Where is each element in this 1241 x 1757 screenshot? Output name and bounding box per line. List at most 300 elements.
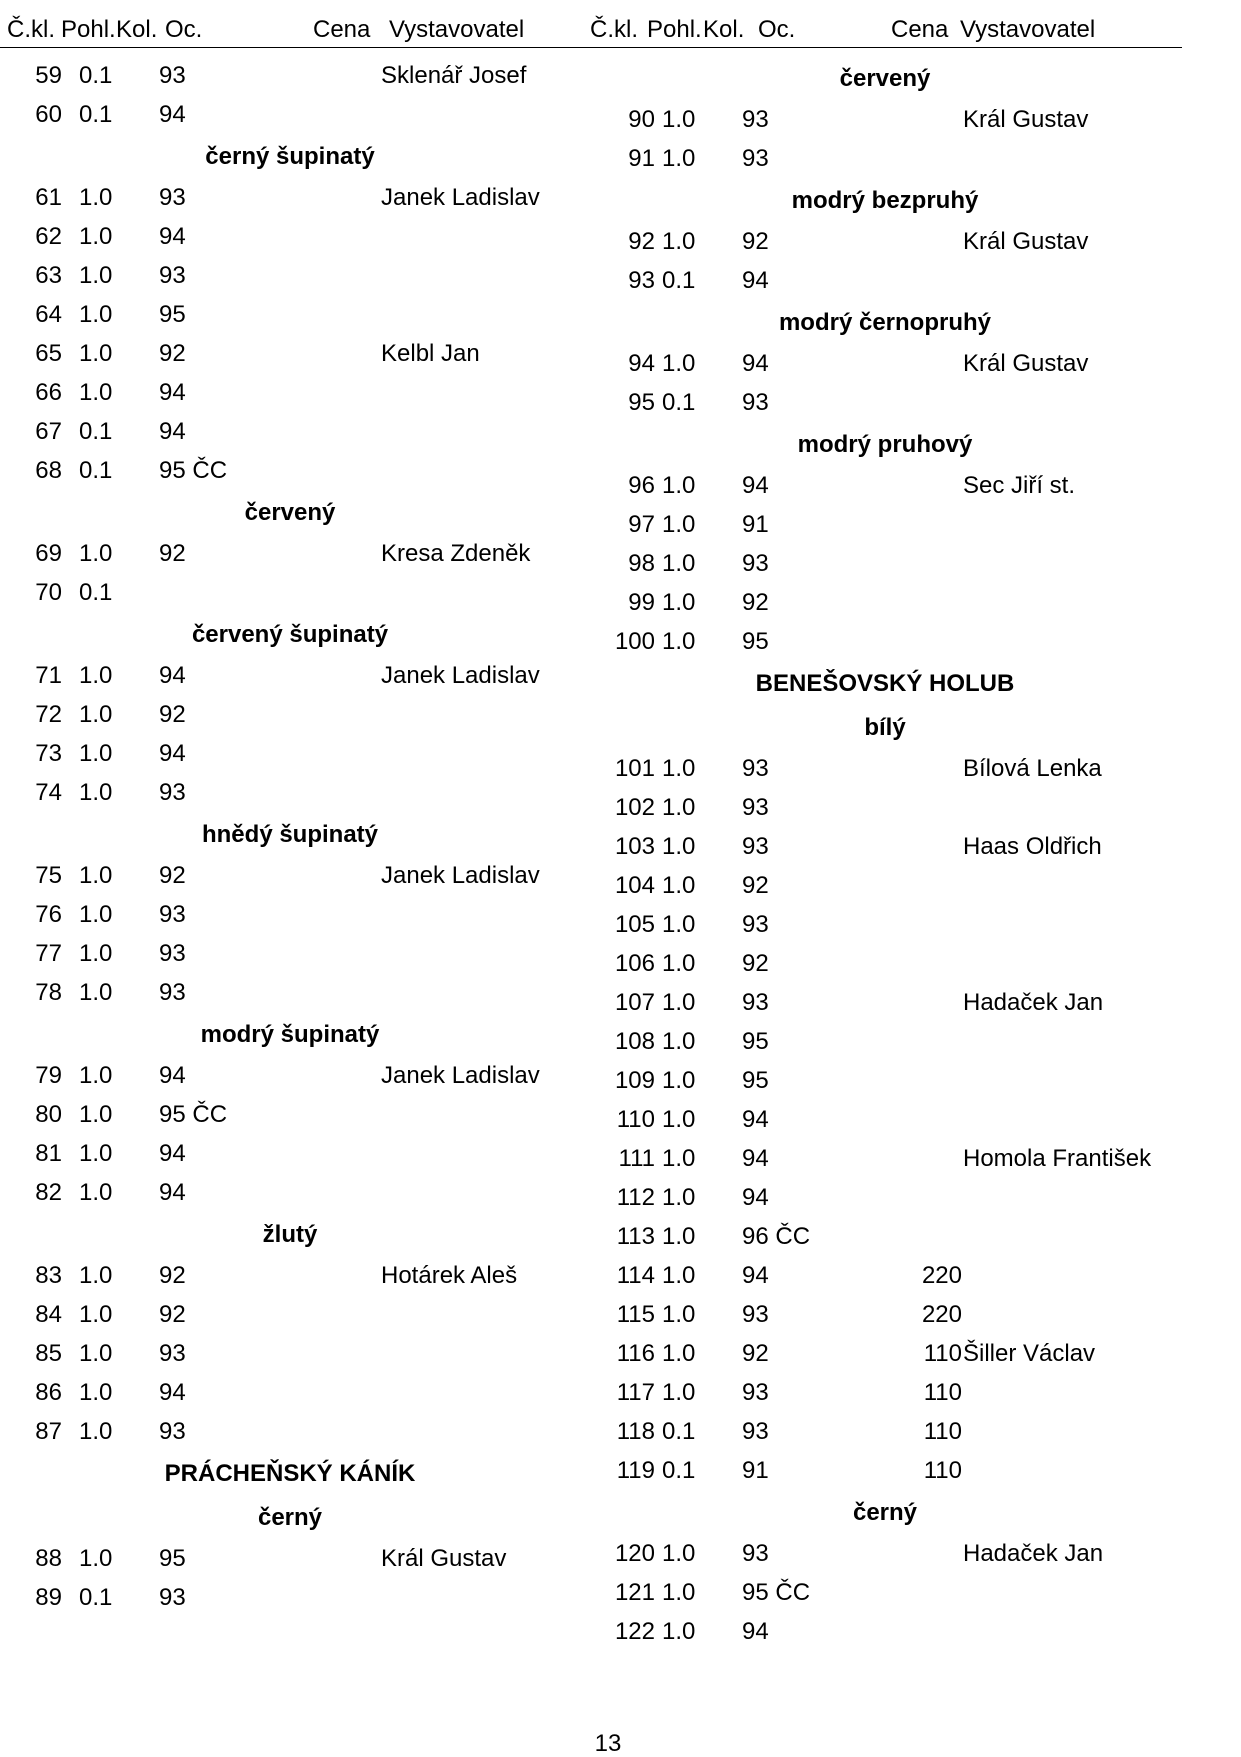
table-row xyxy=(590,1335,1190,1374)
entry-number: 115 xyxy=(616,1301,655,1328)
entry-sex: 1.0 xyxy=(662,755,696,782)
entry-sex: 1.0 xyxy=(662,589,696,616)
entry-number: 102 xyxy=(614,794,655,821)
section-heading-label: červený xyxy=(244,499,336,526)
entry-number: 108 xyxy=(614,1028,655,1055)
entry-exhibitor: Kresa Zdeněk xyxy=(381,540,531,567)
entry-price: 110 xyxy=(923,1340,962,1367)
section-heading xyxy=(0,135,580,179)
entry-sex: 0.1 xyxy=(662,389,696,416)
entry-score: 93 xyxy=(159,62,186,89)
entry-sex: 1.0 xyxy=(662,911,696,938)
entry-sex: 1.0 xyxy=(662,1379,696,1406)
table-row xyxy=(0,1096,590,1135)
section-heading xyxy=(590,301,1180,345)
entry-sex: 1.0 xyxy=(79,1062,113,1089)
entry-number: 107 xyxy=(614,989,655,1016)
entry-score: 92 xyxy=(159,701,186,728)
section-heading-label: modrý šupinatý xyxy=(200,1021,380,1048)
entry-sex: 1.0 xyxy=(662,1223,696,1250)
entry-score: 92 xyxy=(159,862,186,889)
table-row xyxy=(590,750,1190,789)
table-row xyxy=(590,1179,1190,1218)
entry-score: 93 xyxy=(742,1301,769,1328)
entry-number: 92 xyxy=(628,228,655,255)
entry-number: 68 xyxy=(35,457,62,484)
entry-number: 106 xyxy=(614,950,655,977)
table-row xyxy=(0,335,590,374)
section-heading xyxy=(590,1491,1180,1535)
entry-sex: 1.0 xyxy=(662,628,696,655)
section-heading-label: BENEŠOVSKÝ HOLUB xyxy=(755,670,1015,697)
entry-exhibitor: Král Gustav xyxy=(963,228,1089,255)
entry-score: 94 xyxy=(742,1262,769,1289)
entry-score: 93 xyxy=(742,794,769,821)
entry-sex: 0.1 xyxy=(79,579,113,606)
table-row xyxy=(0,574,590,613)
entry-score: 92 xyxy=(742,950,769,977)
table-row xyxy=(590,1062,1190,1101)
entry-number: 93 xyxy=(628,267,655,294)
entry-sex: 1.0 xyxy=(662,1301,696,1328)
entry-score: 93 xyxy=(742,389,769,416)
entry-sex: 0.1 xyxy=(79,418,113,445)
entry-score: 92 xyxy=(742,228,769,255)
entry-number: 120 xyxy=(614,1540,655,1567)
section-heading-label: černý xyxy=(257,1504,323,1531)
entry-sex: 1.0 xyxy=(662,1145,696,1172)
entry-score: 93 xyxy=(742,1379,769,1406)
entry-sex: 1.0 xyxy=(79,223,113,250)
table-row xyxy=(590,1218,1190,1257)
entry-number: 84 xyxy=(35,1301,62,1328)
header-exhibitor: Vystavovatel xyxy=(960,16,1096,43)
entry-sex: 1.0 xyxy=(662,511,696,538)
entry-number: 109 xyxy=(614,1067,655,1094)
table-row xyxy=(590,467,1190,506)
table-row xyxy=(590,545,1190,584)
table-row xyxy=(0,974,590,1013)
entry-score: 92 xyxy=(159,1262,186,1289)
entry-sex: 1.0 xyxy=(662,1579,696,1606)
section-heading-label: černý šupinatý xyxy=(205,143,375,170)
entry-sex: 1.0 xyxy=(662,1262,696,1289)
table-row xyxy=(0,452,590,491)
table-row xyxy=(590,1296,1190,1335)
section-heading xyxy=(0,1452,580,1496)
entry-number: 65 xyxy=(35,340,62,367)
entry-number: 73 xyxy=(35,740,62,767)
entry-exhibitor: Haas Oldřich xyxy=(963,833,1102,860)
entry-price: 110 xyxy=(923,1457,962,1484)
entry-score: 93 xyxy=(742,1540,769,1567)
entry-exhibitor: Janek Ladislav xyxy=(381,184,540,211)
entry-score: 93 xyxy=(159,901,186,928)
table-row xyxy=(590,223,1190,262)
entry-number: 91 xyxy=(628,145,655,172)
table-row xyxy=(590,140,1190,179)
entry-exhibitor: Hotárek Aleš xyxy=(381,1262,518,1289)
entry-number: 75 xyxy=(35,862,62,889)
entry-number: 90 xyxy=(628,106,655,133)
entry-exhibitor: Kelbl Jan xyxy=(381,340,480,367)
entry-sex: 1.0 xyxy=(79,340,113,367)
header-ring: Kol. xyxy=(703,16,745,43)
entry-score: 93 xyxy=(742,106,769,133)
entry-score: 93 xyxy=(159,979,186,1006)
entry-sex: 1.0 xyxy=(79,1379,113,1406)
table-row xyxy=(0,1335,590,1374)
entry-number: 72 xyxy=(35,701,62,728)
table-row xyxy=(590,1257,1190,1296)
entry-number: 61 xyxy=(35,184,62,211)
entry-score: 94 xyxy=(159,1140,186,1167)
entry-number: 105 xyxy=(614,911,655,938)
entry-sex: 1.0 xyxy=(79,1140,113,1167)
entry-score: 94 xyxy=(742,267,769,294)
entry-exhibitor: Janek Ladislav xyxy=(381,1062,540,1089)
section-heading xyxy=(0,491,580,535)
table-row xyxy=(590,384,1190,423)
table-row xyxy=(0,296,590,335)
entry-sex: 0.1 xyxy=(662,1418,696,1445)
entry-exhibitor: Král Gustav xyxy=(963,350,1089,377)
table-row xyxy=(0,257,590,296)
section-heading-label: hnědý šupinatý xyxy=(201,821,379,848)
entry-sex: 1.0 xyxy=(79,901,113,928)
entry-number: 111 xyxy=(618,1145,655,1172)
page-number: 13 xyxy=(594,1730,622,1757)
table-row xyxy=(0,179,590,218)
entry-number: 74 xyxy=(35,779,62,806)
entry-score: 94 xyxy=(159,662,186,689)
header-ring: Kol. xyxy=(116,16,158,43)
entry-score: 92 xyxy=(159,540,186,567)
header-score: Oc. xyxy=(165,16,203,43)
entry-score: 93 xyxy=(159,262,186,289)
table-row xyxy=(590,867,1190,906)
entry-score: 94 xyxy=(742,472,769,499)
header-number: Č.kl. xyxy=(590,16,638,43)
table-row xyxy=(590,506,1190,545)
entry-sex: 0.1 xyxy=(662,267,696,294)
table-row xyxy=(0,1057,590,1096)
section-heading xyxy=(0,1013,580,1057)
section-heading xyxy=(590,706,1180,750)
entry-exhibitor: Janek Ladislav xyxy=(381,662,540,689)
section-heading xyxy=(0,613,580,657)
entry-number: 95 xyxy=(628,389,655,416)
entry-sex: 1.0 xyxy=(662,1067,696,1094)
entry-sex: 1.0 xyxy=(79,184,113,211)
table-header xyxy=(0,0,1241,48)
entry-sex: 0.1 xyxy=(79,62,113,89)
entry-score: 93 xyxy=(159,1418,186,1445)
table-row xyxy=(0,1413,590,1452)
entry-number: 110 xyxy=(616,1106,655,1133)
entry-sex: 1.0 xyxy=(662,350,696,377)
entry-number: 89 xyxy=(35,1584,62,1611)
entry-sex: 1.0 xyxy=(79,379,113,406)
entry-number: 100 xyxy=(614,628,655,655)
header-sex: Pohl. xyxy=(61,16,116,43)
entry-number: 76 xyxy=(35,901,62,928)
table-row xyxy=(590,1613,1190,1652)
entry-sex: 0.1 xyxy=(662,1457,696,1484)
entry-score: 94 xyxy=(742,1145,769,1172)
table-row xyxy=(0,535,590,574)
entry-number: 101 xyxy=(614,755,655,782)
entry-exhibitor: Janek Ladislav xyxy=(381,862,540,889)
entry-number: 86 xyxy=(35,1379,62,1406)
entry-score: 93 xyxy=(742,550,769,577)
entry-sex: 1.0 xyxy=(79,262,113,289)
entry-score: 95 ČC xyxy=(159,457,228,484)
entry-sex: 1.0 xyxy=(79,1301,113,1328)
entry-sex: 1.0 xyxy=(79,701,113,728)
section-heading-label: bílý xyxy=(864,714,906,741)
section-heading xyxy=(590,662,1180,706)
table-row xyxy=(590,1574,1190,1613)
table-row xyxy=(590,623,1190,662)
entry-exhibitor: Sec Jiří st. xyxy=(963,472,1076,499)
table-row xyxy=(0,657,590,696)
section-heading xyxy=(0,813,580,857)
table-row xyxy=(590,345,1190,384)
table-row xyxy=(590,101,1190,140)
entry-sex: 0.1 xyxy=(79,1584,113,1611)
entry-sex: 1.0 xyxy=(79,740,113,767)
section-heading-label: červený xyxy=(839,65,931,92)
entry-number: 78 xyxy=(35,979,62,1006)
entry-number: 114 xyxy=(616,1262,655,1289)
section-heading xyxy=(590,179,1180,223)
table-row xyxy=(0,374,590,413)
header-sex: Pohl. xyxy=(647,16,702,43)
entry-sex: 0.1 xyxy=(79,101,113,128)
entry-exhibitor: Sklenář Josef xyxy=(381,62,527,89)
entry-score: 95 xyxy=(742,1067,769,1094)
table-row xyxy=(590,906,1190,945)
entry-exhibitor: Král Gustav xyxy=(963,106,1089,133)
entry-number: 121 xyxy=(614,1579,655,1606)
entry-score: 94 xyxy=(159,101,186,128)
table-row xyxy=(590,984,1190,1023)
entry-score: 94 xyxy=(159,1379,186,1406)
table-row xyxy=(590,1413,1190,1452)
header-score: Oc. xyxy=(758,16,796,43)
entry-score: 93 xyxy=(742,833,769,860)
entry-number: 77 xyxy=(35,940,62,967)
entry-sex: 1.0 xyxy=(79,940,113,967)
entry-sex: 0.1 xyxy=(79,457,113,484)
entry-sex: 1.0 xyxy=(79,779,113,806)
entry-sex: 1.0 xyxy=(662,106,696,133)
entry-sex: 1.0 xyxy=(662,1184,696,1211)
entry-sex: 1.0 xyxy=(79,862,113,889)
entry-exhibitor: Hadaček Jan xyxy=(963,989,1104,1016)
entry-number: 118 xyxy=(616,1418,655,1445)
header-divider xyxy=(0,47,1182,48)
table-row xyxy=(590,584,1190,623)
table-row xyxy=(0,1257,590,1296)
entry-score: 95 xyxy=(159,1545,186,1572)
entry-number: 64 xyxy=(35,301,62,328)
entry-score: 93 xyxy=(742,1418,769,1445)
entry-sex: 1.0 xyxy=(662,1618,696,1645)
table-row xyxy=(590,1452,1190,1491)
entry-score: 91 xyxy=(742,1457,769,1484)
entry-score: 93 xyxy=(742,145,769,172)
entry-sex: 1.0 xyxy=(79,540,113,567)
table-row xyxy=(0,1174,590,1213)
entry-number: 103 xyxy=(614,833,655,860)
entry-sex: 1.0 xyxy=(79,301,113,328)
header-number: Č.kl. xyxy=(7,16,55,43)
entry-sex: 1.0 xyxy=(662,872,696,899)
entry-number: 63 xyxy=(35,262,62,289)
table-row xyxy=(0,413,590,452)
entry-number: 104 xyxy=(614,872,655,899)
entry-score: 92 xyxy=(159,1301,186,1328)
section-heading-label: červený šupinatý xyxy=(191,621,389,648)
entry-number: 117 xyxy=(616,1379,655,1406)
entry-sex: 1.0 xyxy=(662,1106,696,1133)
section-heading-label: PRÁCHEŇSKÝ KÁNÍK xyxy=(164,1460,416,1487)
entry-exhibitor: Král Gustav xyxy=(381,1545,507,1572)
entry-sex: 1.0 xyxy=(79,1101,113,1128)
entry-number: 98 xyxy=(628,550,655,577)
entry-sex: 1.0 xyxy=(79,1179,113,1206)
entry-sex: 1.0 xyxy=(662,1340,696,1367)
table-row xyxy=(590,945,1190,984)
entry-score: 94 xyxy=(159,418,186,445)
entry-score: 92 xyxy=(159,340,186,367)
table-row xyxy=(0,1296,590,1335)
section-heading-label: modrý černopruhý xyxy=(778,309,992,336)
table-row xyxy=(0,935,590,974)
entry-score: 96 ČC xyxy=(742,1223,811,1250)
entry-score: 94 xyxy=(159,223,186,250)
section-heading xyxy=(0,1213,580,1257)
entry-score: 93 xyxy=(742,755,769,782)
entry-score: 94 xyxy=(159,379,186,406)
entry-sex: 1.0 xyxy=(662,228,696,255)
entry-score: 93 xyxy=(159,940,186,967)
table-row xyxy=(590,1101,1190,1140)
table-row xyxy=(0,1135,590,1174)
header-exhibitor: Vystavovatel xyxy=(389,16,525,43)
entry-score: 94 xyxy=(742,1618,769,1645)
entry-number: 88 xyxy=(35,1545,62,1572)
entry-sex: 1.0 xyxy=(662,950,696,977)
entry-sex: 1.0 xyxy=(79,979,113,1006)
table-row xyxy=(590,1374,1190,1413)
entry-price: 220 xyxy=(921,1301,962,1328)
table-row xyxy=(0,857,590,896)
entry-sex: 1.0 xyxy=(662,833,696,860)
entry-score: 93 xyxy=(742,911,769,938)
entry-score: 95 xyxy=(742,1028,769,1055)
section-heading xyxy=(590,57,1180,101)
entry-number: 62 xyxy=(35,223,62,250)
table-row xyxy=(0,1579,590,1618)
entry-sex: 1.0 xyxy=(662,794,696,821)
table-row xyxy=(590,1023,1190,1062)
entry-number: 71 xyxy=(35,662,62,689)
header-price: Cena xyxy=(891,16,949,43)
entry-score: 91 xyxy=(742,511,769,538)
table-row xyxy=(590,789,1190,828)
entry-number: 119 xyxy=(616,1457,655,1484)
section-heading-label: modrý bezpruhý xyxy=(791,187,979,214)
section-heading-label: žlutý xyxy=(262,1221,318,1248)
entry-sex: 1.0 xyxy=(662,1028,696,1055)
entry-score: 93 xyxy=(159,184,186,211)
entry-price: 220 xyxy=(921,1262,962,1289)
entry-score: 93 xyxy=(159,779,186,806)
entry-number: 70 xyxy=(35,579,62,606)
entry-number: 113 xyxy=(616,1223,655,1250)
entry-score: 94 xyxy=(742,350,769,377)
table-row xyxy=(590,1535,1190,1574)
entry-number: 94 xyxy=(628,350,655,377)
entry-number: 60 xyxy=(35,101,62,128)
entry-sex: 1.0 xyxy=(662,145,696,172)
entry-number: 67 xyxy=(35,418,62,445)
entry-number: 85 xyxy=(35,1340,62,1367)
table-row xyxy=(0,57,590,96)
entry-score: 93 xyxy=(742,989,769,1016)
entry-number: 96 xyxy=(628,472,655,499)
entry-price: 110 xyxy=(923,1418,962,1445)
entry-number: 122 xyxy=(614,1618,655,1645)
table-row xyxy=(590,1140,1190,1179)
entry-number: 59 xyxy=(35,62,62,89)
entry-number: 87 xyxy=(35,1418,62,1445)
section-heading-label: černý xyxy=(852,1499,918,1526)
entry-score: 94 xyxy=(159,1062,186,1089)
entry-number: 116 xyxy=(616,1340,655,1367)
entry-score: 94 xyxy=(159,1179,186,1206)
entry-number: 83 xyxy=(35,1262,62,1289)
table-row xyxy=(590,262,1190,301)
header-price: Cena xyxy=(313,16,371,43)
entry-number: 82 xyxy=(35,1179,62,1206)
table-row xyxy=(0,218,590,257)
table-row xyxy=(0,696,590,735)
entry-sex: 1.0 xyxy=(662,550,696,577)
entry-sex: 1.0 xyxy=(79,1340,113,1367)
entry-number: 99 xyxy=(628,589,655,616)
entry-sex: 1.0 xyxy=(662,1540,696,1567)
right-column xyxy=(590,57,1190,1652)
entry-score: 92 xyxy=(742,872,769,899)
entry-sex: 1.0 xyxy=(662,989,696,1016)
table-row xyxy=(0,1540,590,1579)
left-column xyxy=(0,57,590,1618)
entry-score: 94 xyxy=(742,1106,769,1133)
entry-score: 93 xyxy=(159,1584,186,1611)
section-heading-label: modrý pruhový xyxy=(797,431,973,458)
entry-sex: 1.0 xyxy=(79,1262,113,1289)
entry-number: 69 xyxy=(35,540,62,567)
entry-number: 79 xyxy=(35,1062,62,1089)
table-row xyxy=(0,96,590,135)
entry-exhibitor: Bílová Lenka xyxy=(963,755,1102,782)
entry-score: 93 xyxy=(159,1340,186,1367)
entry-number: 112 xyxy=(616,1184,655,1211)
